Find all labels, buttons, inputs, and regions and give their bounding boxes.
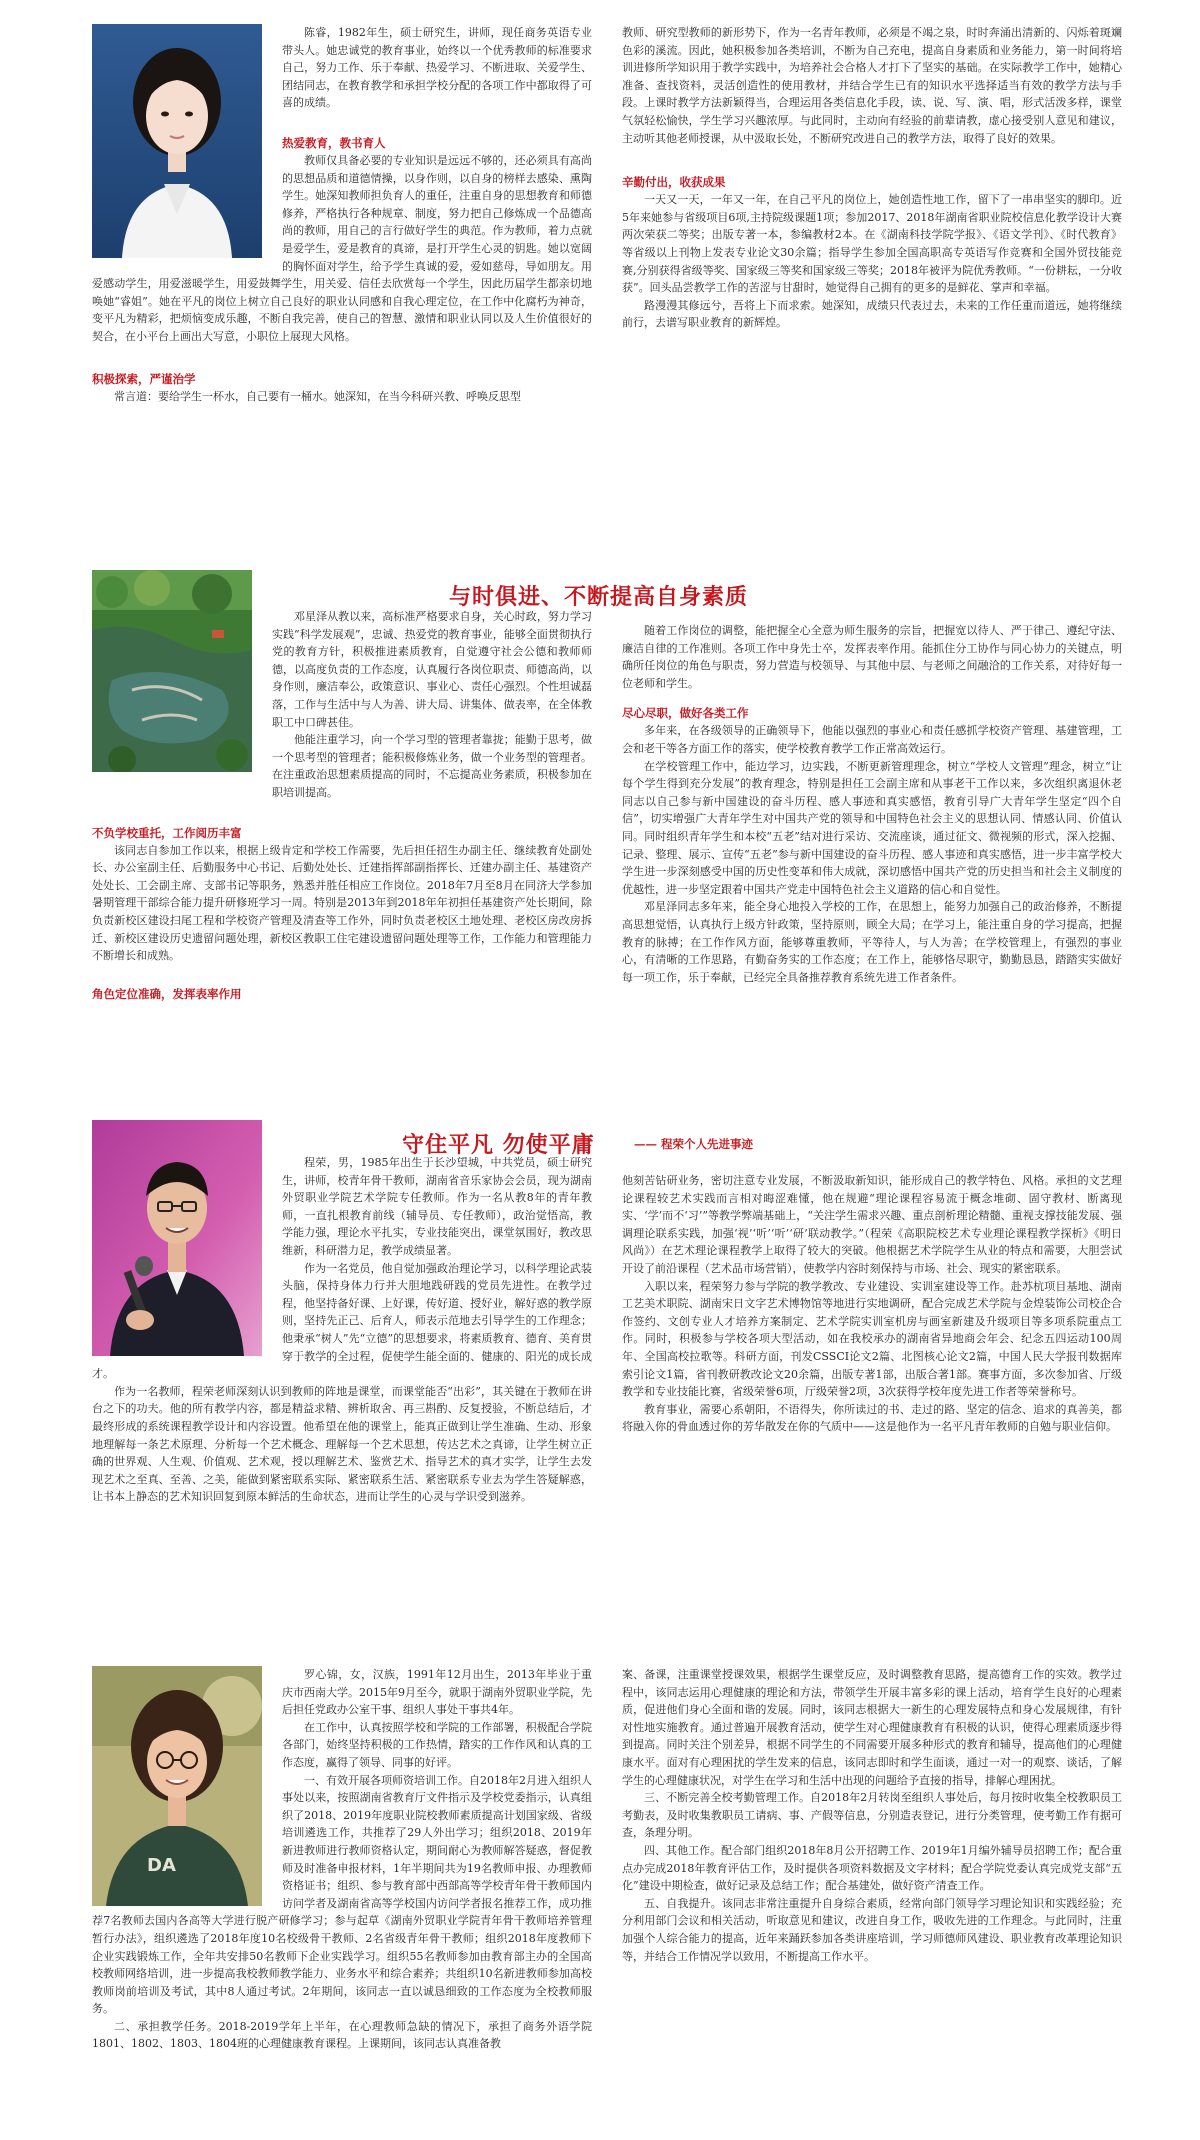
heading-experience: 不负学校重托，工作阅历丰富 bbox=[92, 825, 242, 840]
heading-duty: 尽心尽职，做好各类工作 bbox=[622, 706, 749, 721]
portrait-photo bbox=[92, 1666, 262, 1906]
campus-photo bbox=[92, 570, 252, 772]
heading-teach: 热爱教育，教书育人 bbox=[282, 135, 386, 150]
paragraph: 入职以来，程荣努力参与学院的教学教改、专业建设、实训室建设等工作。赴苏杭项目基地、湖南工艺美术职院、湖南宋日文字艺术博物馆等地进行实地调研，配合完成艺术学院与金煌装饰公司校企合作签约、文创专业人才培养方案制定、艺术学院实训室机房与画室新建及升级项目等多项系院重点工作。同时，积极参与学校各项大型活动，如在我校承办的湖南省异地商会年会、纪念五四运动100周年、全国高校拉歌等。科研方面，刊发CSSCI论文2篇、北图核心论文2篇，中国人民大学报刊数据库索引论文1篇，省刊教研教改论文20余篇，出版专著1部，出版合著1部。赛事方面，多次参加省、厅级教学和专业技能比赛，省级荣誉6项，厅级荣誉2项，3次获得学校年度先进工作者等荣誉称号。 bbox=[622, 1279, 1122, 1399]
paragraph: 五、自我提升。该同志非常注重提升自身综合素质，经常向部门领导学习理论知识和实践经验；充分利用部门会议和相关活动，听取意见和建议，改进自身工作，吸收先进的工作理念。与此同时，注重加强个人综合能力的提高，近年来踊跃参加各类讲座培训，学习师德师风建设、职业教育改革理论知识等，并结合工作情况学以致用，不断提高工作水平。 bbox=[622, 1896, 1122, 1963]
paragraph: 教师、研究型教师的新形势下，作为一名青年教师，必须是不竭之泉，时时奔涌出清新的、闪烁着斑斓色彩的溪流。因此，她积极参加各类培训，不断为自己充电，提高自身素质和业务能力，第一时间将培训进修所学知识用于教学实践中，为培养社会合格人才打下了坚实的基础。在实际教学工作中，她精心准备、查找资料，灵活创造性的使用教材，并结合学生已有的知识水平选择适当有效的教学方法与手段。上课时教学方法新颖得当，合理运用各类信息化手段，读、说、写、演、唱，形式活泼多样，课堂气氛轻松愉快，学生学习兴趣浓厚。与此同时，主动向有经验的前辈请教，虚心接受别人意见和建议，主动听其他老师授课，从中汲取长处，不断研究改进自己的教学方法，取得了良好的效果。 bbox=[622, 26, 1122, 145]
heading-results: 辛勤付出，收获成果 bbox=[622, 175, 726, 190]
section-title: 与时俱进、不断提高自身素质 bbox=[449, 584, 749, 610]
profile-section-deng bbox=[92, 570, 1122, 1040]
intro-paragraph: 程荣，男，1985年出生于长沙望城，中共党员，硕士研究生，讲师，校青年骨干教师，湖南省音乐家协会会员，现为湖南外贸职业学院艺术学院专任教师。作为一名从教8年的青年教师，一直扎根教育前线（辅导员、专任教师），政治觉悟高，教学能力强，理论水平扎实，专业技能突出，课堂氛围好，教改思维新，科研潜力足，教学成绩显著。 bbox=[282, 1156, 592, 1257]
left-column bbox=[92, 24, 592, 405]
paragraph: 该同志自参加工作以来，根据上级肯定和学校工作需要，先后担任招生办副主任、继续教育处副处长、办公室副主任、后勤服务中心书记、后勤处处长、迁建指挥部副指挥长、迁建办副主任、基建资产处处长、工会副主席、支部书记等职务，熟悉并胜任相应工作岗位。2018年7月至8月在同济大学参加暑期管理干部综合能力提升研修班学习一周。特别是2013年到2018年年初担任基建资产处长期间，除负责新校区建设扫尾工程和学校资产管理及清查等工作外，同时负责老校区土地处理、老校区房改房拆迁、新校区建设历史遗留问题处理，新校区教职工住宅建设遗留问题处理等工作，工作能力和管理能力不断增长和成熟。 bbox=[92, 843, 592, 963]
heading-research: 积极探索，严谨治学 bbox=[92, 371, 196, 386]
paragraph: 四、其他工作。配合部门组织2018年8月公开招聘工作、2019年1月编外辅导员招聘工作；配合重点办完成2018年教育评估工作，及时提供各项资料数据及文字材料；配合学院党委认真完成党支部“五化”建设中期检查，做好记录及总结工作；配合基建处，做好资产清查工作。 bbox=[622, 1843, 1122, 1893]
paragraph: 他刻苦钻研业务，密切注意专业发展，不断汲取新知识，能形成自己的教学特色、风格。承担的文艺理论课程较艺术实践而言相对晦涩难懂，他在规避“理论课程容易流于概念堆砌、固守教材、断离现实、‘学’而不‘习’”等教学弊端基础上，“关注学生需求兴趣、重点剖析理论精髓、重视支撑技能发展、强调理论联系实践，加强‘视’‘听’‘听’‘研’联动教学。”（程荣《高职院校艺术专业理论课程教学探析》《明日风尚》）在艺术理论课程教学上取得了较大的突破。他根据艺术学院学生从业的特点和需要，大胆尝试开设了前沿课程（艺术品市场营销），使教学内容时刻保持与市场、社会、现实的紧密联系。 bbox=[622, 1174, 1122, 1275]
paragraph: 三、不断完善全校考勤管理工作。自2018年2月转岗至组织人事处后，每月按时收集全校教职员工考勤表，及时收集教职员工请病、事、产假等信息，分别造表登记，进行分类管理，使考勤工作有据可查，条理分明。 bbox=[622, 1791, 1122, 1840]
right-column bbox=[622, 1666, 1122, 1965]
left-column bbox=[92, 570, 592, 1003]
right-column bbox=[622, 622, 1122, 986]
paragraph: 教师仅具备必要的专业知识是远远不够的，还必须具有高尚的思想品质和道德情操，以身作则，以自身的榜样去感染、熏陶学生。她深知教师担负育人的重任，注重自身的思想教育和师德修养，严格执行各种规章、制度，努力把自己修炼成一个品德高尚的教师，用自己的言行做好学生的典范。作为教师，着力点就是爱学生，爱是教育的真谛，是打开学生心灵的钥匙。她以宽阔的胸怀面对学生，给予学生真诚的爱，爱如慈母，导如朋友。用爱感动学生，用爱滋暖学生，用爱鼓舞学生，用关爱、信任去欣赏每一个学生，因此历届学生都亲切地唤她“睿姐”。她在平凡的岗位上树立自己良好的职业认同感和自我心理定位，在工作中化腐朽为神奇，变平凡为精彩，把烦恼变成乐趣，不断自我完善，使自己的智慧、激情和职业认同以及人生价值很好的契合，在小平台上画出大写意，小职位上展现大风格。 bbox=[92, 153, 592, 343]
profile-section-luo bbox=[92, 1666, 1122, 2136]
paragraph: 二、承担教学任务。2018-2019学年上半年，在心理教师急缺的情况下，承担了商务外语学院1801、1802、1803、1804班的心理健康教育课程。上课期间，该同志认真准备教 bbox=[92, 2019, 592, 2051]
paragraph: 常言道：要给学生一杯水，自己要有一桶水。她深知，在当今科研兴教、呼唤反思型 bbox=[114, 389, 521, 403]
section-title: 守住平凡 勿使平庸 bbox=[402, 1132, 595, 1158]
paragraph: 多年来，在各级领导的正确领导下，他能以强烈的事业心和责任感抓学校资产管理、基建管理，工会和老干等各方面工作的落实，使学校教育教学工作正常高效运行。 bbox=[622, 724, 1122, 755]
paragraph: 随着工作岗位的调整，能把握全心全意为师生服务的宗旨，把握宽以待人、严于律己、遵纪守法、廉洁自律的工作准则。各项工作中身先士卒，发挥表率作用。能抓住分工协作与同心协力的关键点，明确所任岗位的角色与职责，努力营造与校领导、与其他中层、与老师之间融洽的工作关系，对待好每一位老师和学生。 bbox=[622, 624, 1122, 690]
intro-paragraph: 罗心锦，女，汉族，1991年12月出生，2013年毕业于重庆市西南大学。2015年9月至今，就职于湖南外贸职业学院，先后担任党政办公室干事、组织人事处干事共4年。 bbox=[282, 1668, 592, 1717]
paragraph: 一、有效开展各项师资培训工作。自2018年2月进入组织人事处以来，按照湖南省教育厅文件指示及学校党委指示，认真组织了2018、2019年度职业院校教师素质提高计划国家级、省级培训遴选工作，共推荐了29人外出学习；组织2018、2019年新进教师进行教师资格认定，期间耐心为教师解答疑惑，督促教师及时准备申报材料，1年半期间共为19名教师申报、办理教师资格证书；组织、参与教育部中西部高等学校青年骨干教师国内访问学者及湖南省高等学校国内访问学者报名推荐工作，成功推荐7名教师去国内各高等大学进行脱产研修学习；参与起草《湖南外贸职业学院青年骨干教师培养管理暂行办法》，组织遴选了2018年度10名校级骨干教师、2名省级青年骨干教师；组织2018年度教师下企业实践锻炼工作，全年共安排50名教师下企业实践学习。组织55名教师参加由教育部主办的全国高校教师网络培训，进一步提高我校教师教学能力、业务水平和综合素养；共组织10名新进教师参加高校教师岗前培训及考试，其中8人通过考试。2年期间，该同志一直以诚恳细致的工作态度为全校教师服务。 bbox=[92, 1773, 592, 2016]
section-subtitle: —— 程荣个人先进事迹 bbox=[634, 1137, 754, 1151]
intro-paragraph: 陈睿，1982年生，硕士研究生，讲师，现任商务英语专业带头人。她忠诚党的教育事业，始终以一个优秀教师的标准要求自己，努力工作、乐于奉献、热爱学习、不断进取、关爱学生、团结同志，在教育教学和承担学校分配的各项工作中都取得了可喜的成绩。 bbox=[282, 26, 592, 110]
heading-role: 角色定位准确，发挥表率作用 bbox=[92, 986, 242, 1001]
paragraph: 案、备课，注重课堂授课效果，根据学生课堂反应，及时调整教育思路，提高德育工作的实效。教学过程中，该同志运用心理健康的理论和方法，带领学生开展丰富多彩的课上活动，培育学生良好的心理素质，促进他们身心全面和谐的发展。同时，该同志根据大一新生的心理发展特点和身心发展规律，有针对性地实施教育。通过普遍开展教育活动，使学生对心理健康教育有积极的认识，使得心理素质逐步得到提高。同时关注个别差异，根据不同学生的不同需要开展多种形式的教育和辅导，提高他们的心理健康水平。面对有心理困扰的学生发来的信息，该同志即时和学生面谈，通过一对一的观察、谈话，了解学生的心理健康状况，对学生在学习和生活中出现的问题给予直接的指导，排解心理困扰。 bbox=[622, 1668, 1122, 1787]
paragraph: 邓星泽同志多年来，能全身心地投入学校的工作，在思想上，能努力加强自己的政治修养，不断提高思想觉悟，认真执行上级方针政策，坚持原则，顾全大局；在学习上，能注重自身的学习提高，把握教育的脉搏；在工作作风方面，能够尊重教师，平等待人，与人为善；在学校管理上，有强烈的事业心，有清晰的工作思路，有勤奋务实的工作态度；在工作上，能够恪尽职守，勤勤恳恳，踏踏实实做好每一项工作，乐于奉献，已经完全具备推荐教育系统先进工作者条件。 bbox=[622, 900, 1122, 984]
left-column bbox=[92, 1120, 592, 1506]
right-column bbox=[622, 1172, 1122, 1436]
paragraph: 路漫漫其修远兮，吾将上下而求索。她深知，成绩只代表过去，未来的工作任重而道远，她将继续前行，去谱写职业教育的新辉煌。 bbox=[622, 298, 1122, 330]
profile-section-chen bbox=[92, 24, 1122, 484]
right-column bbox=[622, 24, 1122, 332]
intro-paragraph: 邓星泽从教以来，高标准严格要求自身，关心时政，努力学习实践“科学发展观”，忠诚、热爱党的教育事业，能够全面贯彻执行党的教育方针，积极推进素质教育，自觉遵守社会公德和教师师德，以高度负责的工作态度，认真履行各岗位职责、师德高尚，以身作则，廉洁奉公，政策意识、事业心、责任心强烈。个性坦诚磊落，工作与生活中与人为善、讲大局、讲集体、做表率，在全体教职工中口碑甚佳。 bbox=[272, 610, 592, 729]
portrait-photo bbox=[92, 1120, 262, 1356]
portrait-photo bbox=[92, 24, 262, 258]
left-column bbox=[92, 1666, 592, 2053]
paragraph: 教育事业，需要心系朝阳，不语得失，你所读过的书、走过的路、坚定的信念、追求的真善美，都将融入你的骨血透过你的芳华散发在你的气质中——这是他作为一名平凡青年教师的自勉与职业信仰。 bbox=[622, 1402, 1122, 1434]
paragraph: 作为一名教师，程荣老师深刻认识到教师的阵地是课堂，而课堂能否“出彩”，其关键在于教师在讲台之下的功夫。他的所有教学内容，都是精益求精、辨析取舍、再三斟酌、反复授验，不断总结后，才最终形成的系统课程教学设计和内容设置。他希望在他的课堂上，能真正做到让学生准确、生动、形象地理解每一条艺术原理、分析每一个艺术概念、理解每一个艺术思想，传达艺术之真谛，让学生树立正确的世界观、人生观、价值观、艺术观，授以理解艺术、鉴赏艺术、指导艺术的真才实学，让学生去发现艺术之至真、至善、之美，能做到紧密联系实际、紧密联系生活、紧密联系专业去为学生答疑解惑，让书本上静态的艺术知识回复到原本鲜活的生命状态，进而让学生的心灵与学识受到滋养。 bbox=[92, 1384, 592, 1504]
svg-text:DA: DA bbox=[147, 1855, 176, 1876]
paragraph: 在工作中，认真按照学校和学院的工作部署，积极配合学院各部门，始终坚持积极的工作热情，踏实的工作作风和认真的工作态度，赢得了领导、同事的好评。 bbox=[282, 1720, 592, 1769]
paragraph: 一天又一天，一年又一年，在自己平凡的岗位上，她创造性地工作，留下了一串串坚实的脚印。近5年来她参与省级项目6项,主持院级课题1项；参加2017、2018年湖南省职业院校信息化教学设计大赛两次荣获二等奖；出版专著一本，参编教材2本。在《湖南科技学院学报》、《语文学刊》、《时代教育》等省级以上刊物上发表专业论文30余篇；指导学生参加全国高职高专英语写作竞赛和全国外贸技能竞赛,分别获得省级等奖、国家级三等奖和国家级三等奖；2018年被评为院优秀教师。“一份耕耘，一分收获”。回头品尝教学工作的苦涩与甘甜时，她觉得自己拥有的更多的是鲜花、掌声和幸福。 bbox=[622, 193, 1122, 295]
paragraph: 在学校管理工作中，能边学习，边实践，不断更新管理理念，树立“学校人文管理”理念，树立“让每个学生得到充分发展”的教育理念，特别是担任工会副主席和从事老干工作以来，多次组织离退休老同志以自己参与新中国建设的奋斗历程、感人事迹和真实感悟，教育引导广大青年学生坚定“四个自信”，切实增强广大青年学生对中国共产党的领导和中国特色社会主义的思想认同、情感认同、价值认同。同时组织青年学生和本校“五老”结对进行采访、交流座谈，通过征文、微视频的形式，深入挖掘、记录、整理、展示、宣传“五老”参与新中国建设的奋斗历程、感人事迹和真实感悟，进一步丰富学校大学生进一步深刻感受中国的历史性变革和伟大成就，深切感悟中国共产党的历史担当和社会主义制度的优越性，进一步坚定跟着中国共产党走中国特色社会主义道路的信心和自觉性。 bbox=[622, 759, 1122, 896]
profile-section-cheng bbox=[92, 1120, 1122, 1600]
paragraph: 他能注重学习，向一个学习型的管理者靠拢；能勤于思考，做一个思考型的管理者；能积极修炼业务，做一个业务型的管理者。在注重政治思想素质提高的同时，不忘提高业务素质，积极参加在职培训提高。 bbox=[272, 733, 592, 799]
paragraph: 作为一名党员，他自觉加强政治理论学习，以科学理论武装头脑，保持身体力行并大胆地践研践的党员先进性。在教学过程，他坚持备好课、上好课，传好道、授好业，解好惑的教学原则，坚持先正己、后育人，师表示范地去引导学生的工作理念；他秉承“树人”先“立德”的思想要求，将素质教育、德育、美育贯穿于教学的全过程，促使学生能全面的、健康的、阳光的成长成才。 bbox=[92, 1261, 592, 1381]
